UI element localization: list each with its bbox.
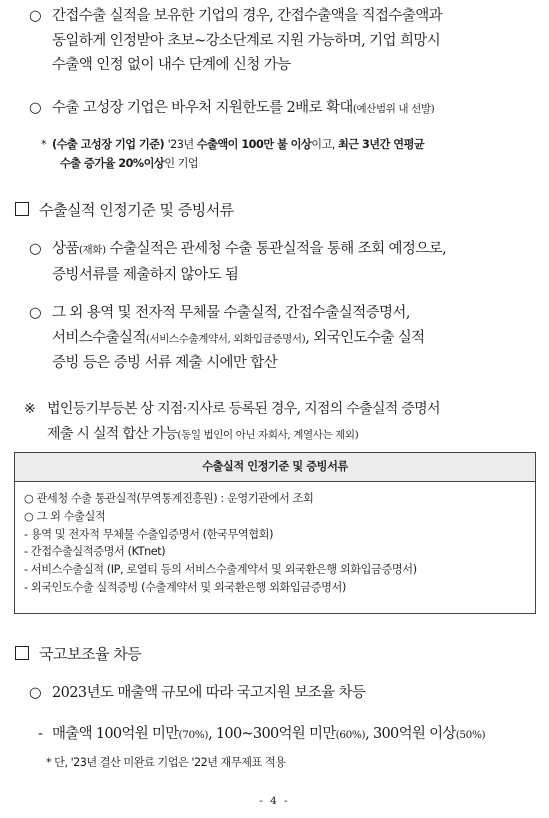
subsidy-tiers-line bbox=[38, 722, 486, 748]
indirect-export-paragraph bbox=[29, 4, 443, 78]
reference-mark: ※ bbox=[24, 401, 36, 417]
paragraph-line: 간접수출 실적을 보유한 기업의 경우, 간접수출액을 직접수출액과 bbox=[52, 8, 443, 24]
note-bold-text: 수출액이 100만 불 이상 bbox=[196, 138, 312, 151]
branch-registration-paragraph bbox=[24, 397, 440, 447]
note-bold-label: (수출 고성장 기업 기준) bbox=[52, 138, 168, 151]
financial-statement-note: * 단, '23년 결산 미완료 기업은 '22년 재무제표 적용 bbox=[46, 756, 286, 769]
table-header: 수출실적 인정기준 및 증빙서류 bbox=[15, 453, 535, 482]
note-bold-text: 수출 증가율 20%이상 bbox=[60, 156, 165, 170]
dash-bullet: - bbox=[38, 726, 43, 742]
section-heading-export-criteria bbox=[15, 199, 234, 220]
note-text: '23년 bbox=[167, 138, 197, 151]
note-text: 이고, bbox=[311, 138, 338, 151]
high-growth-criteria-note bbox=[41, 136, 425, 173]
paragraph-text: , 외국인도수출 실적 bbox=[305, 329, 425, 346]
note-bold-text: 최근 3년간 연평균 bbox=[338, 138, 425, 151]
checkbox-square-icon bbox=[15, 646, 29, 660]
checkbox-square-icon bbox=[15, 202, 29, 216]
circle-bullet: ○ bbox=[29, 100, 42, 116]
paragraph-line: 증빙 등은 증빙 서류 제출 시에만 합산 bbox=[52, 355, 278, 372]
paragraph-small-text: (동일 법인이 아닌 자회사, 계열사는 제외) bbox=[177, 428, 359, 441]
other-export-paragraph bbox=[29, 301, 425, 376]
paragraph-small-text: (서비스수출계약서, 외화입금증명서) bbox=[145, 332, 306, 345]
high-growth-paragraph bbox=[29, 96, 435, 122]
paragraph-line: 수출액 인정 없이 내수 단계에 신청 가능 bbox=[52, 57, 291, 74]
paragraph-line: 법인등기부등본 상 지점·지사로 등록된 경우, 지점의 수출실적 증명서 bbox=[47, 401, 440, 417]
table-row: - 외국인도수출 실적증빙 (수출계약서 및 외국환은행 외화입금증명서) bbox=[24, 580, 346, 594]
subsidy-rate-paragraph bbox=[29, 681, 366, 706]
table-row: - 용역 및 전자적 무체물 수출입증명서 (한국무역협회) bbox=[24, 527, 274, 541]
paragraph-suffix: (예산범위 내 선발) bbox=[352, 103, 435, 115]
paragraph-line: 증빙서류를 제출하지 않아도 됨 bbox=[52, 266, 239, 283]
tier-percent: (70%) bbox=[178, 729, 209, 741]
paragraph-line: 그 외 용역 및 전자적 무체물 수출실적, 간접수출실적증명서, bbox=[52, 305, 410, 321]
paragraph-small-text: (재화) bbox=[78, 244, 106, 256]
tier-percent: (60%) bbox=[335, 729, 366, 741]
paragraph-line: 동일하게 인정받아 초보~강소단계로 지원 가능하며, 기업 희망시 bbox=[52, 32, 441, 49]
tier-text: 매출액 100억원 미만 bbox=[52, 726, 179, 742]
section-heading-subsidy-rate bbox=[15, 643, 141, 664]
tier-text: , 300억원 이상 bbox=[365, 726, 456, 742]
circle-bullet: ○ bbox=[29, 305, 42, 321]
tier-percent: (50%) bbox=[455, 729, 486, 741]
tier-text: , 100~300억원 미만 bbox=[208, 726, 336, 742]
circle-bullet: ○ bbox=[29, 685, 42, 701]
table-row: - 서비스수출실적 (IP, 로열티 등의 서비스수출계약서 및 외국환은행 외화입금증명서) bbox=[24, 563, 417, 577]
table-row: ○ 관세청 수출 통관실적(무역통계진흥원) : 운영기관에서 조회 bbox=[24, 492, 314, 505]
paragraph-text: 상품 bbox=[52, 241, 79, 257]
paragraph-text: 제출 시 실적 합산 가능 bbox=[47, 425, 178, 442]
note-text: 인 기업 bbox=[164, 156, 199, 170]
page-number: - 4 - bbox=[259, 795, 290, 807]
goods-export-paragraph bbox=[29, 237, 447, 287]
note-star: * bbox=[41, 138, 47, 151]
export-criteria-table bbox=[14, 452, 536, 614]
paragraph-text: 서비스수출실적 bbox=[52, 329, 146, 346]
section-heading-text: 수출실적 인정기준 및 증빙서류 bbox=[39, 201, 234, 219]
paragraph-text: 수출실적은 관세청 수출 통관실적을 통해 조회 예정으로, bbox=[105, 241, 447, 257]
section-heading-text: 국고보조율 차등 bbox=[39, 645, 142, 663]
circle-bullet: ○ bbox=[29, 241, 42, 257]
table-row: - 간접수출실적증명서 (KTnet) bbox=[24, 545, 166, 559]
paragraph-line: 2023년도 매출액 규모에 따라 국고지원 보조율 차등 bbox=[52, 685, 366, 701]
table-body bbox=[15, 482, 535, 597]
paragraph-text: 수출 고성장 기업은 바우처 지원한도를 2배로 확대 bbox=[52, 100, 353, 116]
circle-bullet: ○ bbox=[29, 8, 42, 24]
table-row: ○ 그 외 수출실적 bbox=[24, 509, 106, 523]
